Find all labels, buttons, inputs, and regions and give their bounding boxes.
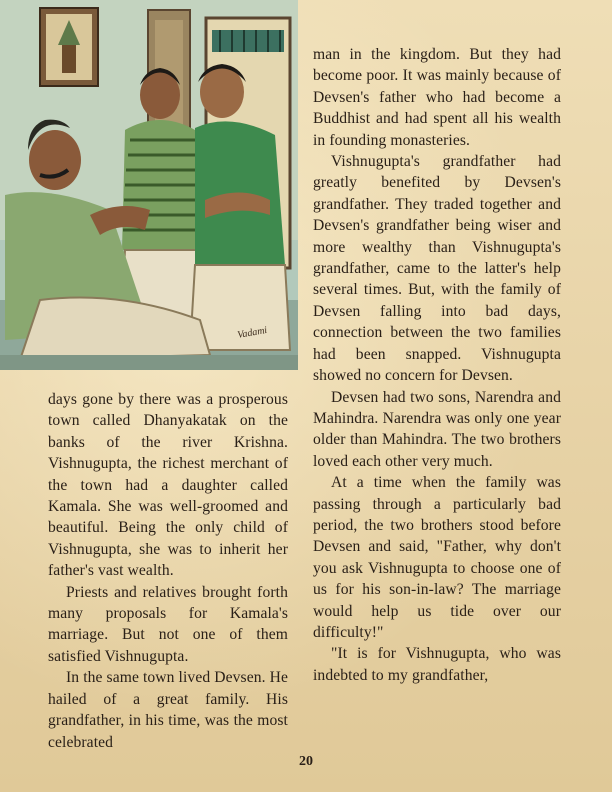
- wall-picture: [40, 8, 98, 86]
- paragraph: In the same town lived Devsen. He hailed of a great family. His grandfather, in his time, was the most celebrated: [48, 669, 288, 751]
- story-illustration: [0, 0, 298, 370]
- right-text-column: [313, 44, 561, 686]
- left-text-column: [48, 389, 288, 753]
- paragraph: Vishnugupta's grandfather had greatly benefited by Devsen's grandfather. They traded together and Devsen's grandfather being wiser and more wealthy than Vishnugupta's grandfather, came to the latter's help several times. But, with the family of Devsen falling into bad days, connection between the two families had been snapped. Vishnugupta showed no concern for Devsen.: [313, 153, 561, 385]
- paragraph: Priests and relatives brought forth many proposals for Kamala's marriage. But not one of them satisfied Vishnugupta.: [48, 583, 288, 665]
- paragraph: Devsen had two sons, Narendra and Mahindra. Narendra was only one year older than Mahindra. The two brothers loved each other very much.: [313, 388, 561, 470]
- paragraph: At a time when the family was passing through a particularly bad period, the two brothers stood before Devsen and said, "Father, why don't you ask Vishnugupta to choose one of us for his son-in-law? The marriage would help us tide over our difficulty!": [313, 474, 561, 641]
- artist-signature: Vadami: [236, 324, 269, 341]
- paragraph: "It is for Vishnugupta, who was indebted to my grandfather,: [313, 645, 561, 684]
- illustration-drawing: [0, 0, 298, 370]
- page-number: 20: [299, 754, 313, 769]
- paragraph: man in the kingdom. But they had become poor. It was mainly because of Devsen's father who had become a Buddhist and had spent all his wealth in founding monasteries.: [313, 46, 561, 149]
- paragraph: days gone by there was a prosperous town called Dhanyakatak on the banks of the river Krishna. Vishnugupta, the richest merchant of the town had a daughter called Kamala. She was well-groomed and beautiful. Being the only child of Vishnugupta, she was to inherit her father's vast wealth.: [48, 391, 288, 580]
